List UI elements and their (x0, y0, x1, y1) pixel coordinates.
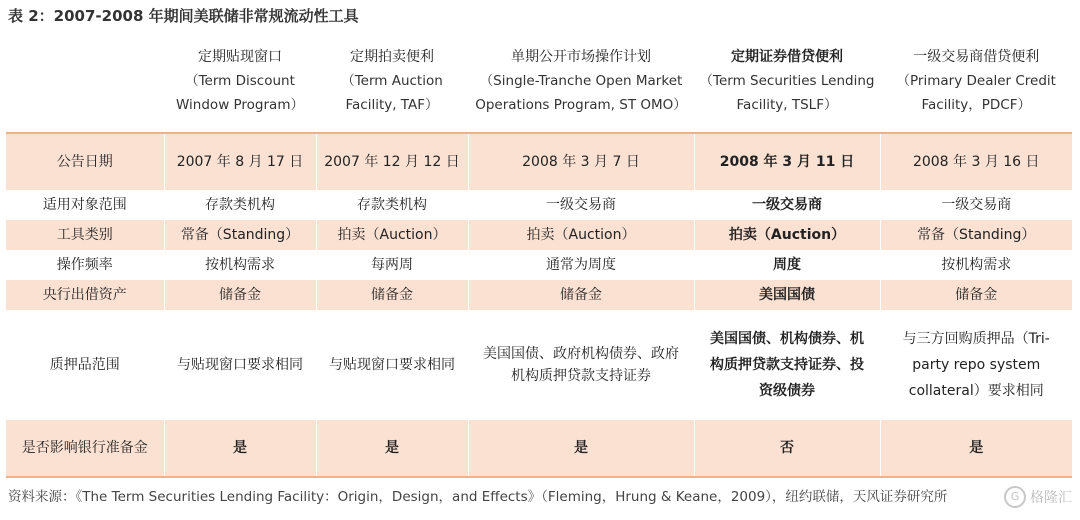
liquidity-tools-table (6, 30, 1072, 478)
table-cell: 存款类机构 (164, 190, 316, 220)
table-cell: 美国国债 (694, 280, 880, 310)
table-cell: 是 (164, 420, 316, 477)
col-header-pdcf (880, 30, 1072, 133)
row-label: 操作频率 (6, 250, 164, 280)
source-note: 资料来源：《The Term Securities Lending Facility：Origin，Design，and Effects》（Fleming，Hrung & Keane，2009），纽约联储，天风证券研究所 (8, 489, 948, 505)
table-title: 表 2：2007-2008 年期间美联储非常规流动性工具 (8, 7, 359, 25)
table-cell: 2007 年 8 月 17 日 (164, 133, 316, 190)
table-cell: 一级交易商 (468, 190, 694, 220)
table-cell: 与贴现窗口要求相同 (164, 310, 316, 420)
table-row-tool-type (6, 220, 1072, 250)
col-header-cn: 定期证券借贷便利 (731, 49, 843, 65)
col-header-tslf (694, 30, 880, 133)
col-header-en: （Term Auction Facility, TAF） (341, 73, 443, 113)
table-cell: 否 (694, 420, 880, 477)
table-cell: 2007 年 12 月 12 日 (316, 133, 468, 190)
col-header-taf (316, 30, 468, 133)
table-cell: 美国国债、政府机构债券、政府机构质押贷款支持证券 (468, 310, 694, 420)
header-corner (6, 30, 164, 133)
table-cell: 是 (880, 420, 1072, 477)
col-header-en: （Primary Dealer Credit Facility，PDCF） (896, 73, 1056, 113)
table-cell: 与三方回购质押品（Tri-party repo system collateral）要求相同 (880, 310, 1072, 420)
col-header-stomo (468, 30, 694, 133)
table-cell: 2008 年 3 月 7 日 (468, 133, 694, 190)
table-row-lent-asset (6, 280, 1072, 310)
table-cell: 储备金 (468, 280, 694, 310)
table-cell: 常备（Standing） (880, 220, 1072, 250)
table-row-eligible (6, 190, 1072, 220)
row-label: 公告日期 (6, 133, 164, 190)
watermark-logo (1004, 484, 1072, 510)
table-cell: 储备金 (164, 280, 316, 310)
col-header-tdw (164, 30, 316, 133)
table-cell: 按机构需求 (880, 250, 1072, 280)
row-label: 央行出借资产 (6, 280, 164, 310)
row-label: 工具类别 (6, 220, 164, 250)
table-row-announce-date (6, 133, 1072, 190)
table-cell: 储备金 (880, 280, 1072, 310)
row-label: 质押品范围 (6, 310, 164, 420)
watermark-icon: G (1004, 486, 1026, 508)
table-cell: 一级交易商 (880, 190, 1072, 220)
table-cell: 周度 (694, 250, 880, 280)
table-cell: 存款类机构 (316, 190, 468, 220)
table-cell: 拍卖（Auction） (694, 220, 880, 250)
row-label: 是否影响银行准备金 (6, 420, 164, 477)
table-cell: 每两周 (316, 250, 468, 280)
row-label: 适用对象范围 (6, 190, 164, 220)
table-cell: 拍卖（Auction） (468, 220, 694, 250)
table-cell: 按机构需求 (164, 250, 316, 280)
table-cell: 一级交易商 (694, 190, 880, 220)
col-header-cn: 定期贴现窗口 (198, 49, 282, 65)
col-header-en: （Single-Tranche Open Market Operations Program, ST OMO） (475, 73, 687, 113)
col-header-cn: 定期拍卖便利 (350, 49, 434, 65)
table-cell: 与贴现窗口要求相同 (316, 310, 468, 420)
table-cell: 常备（Standing） (164, 220, 316, 250)
watermark-text: 格隆汇 (1030, 490, 1072, 506)
col-header-cn: 单期公开市场操作计划 (511, 49, 651, 65)
header-row (6, 30, 1072, 133)
table-cell: 2008 年 3 月 11 日 (694, 133, 880, 190)
table-cell: 拍卖（Auction） (316, 220, 468, 250)
table-cell: 是 (316, 420, 468, 477)
table-cell: 是 (468, 420, 694, 477)
col-header-en: （Term Securities Lending Facility, TSLF） (699, 73, 875, 113)
table-cell: 2008 年 3 月 16 日 (880, 133, 1072, 190)
col-header-en: （Term Discount Window Program） (176, 73, 304, 113)
table-row-reserves (6, 420, 1072, 477)
table-cell: 美国国债、机构债券、机构质押贷款支持证券、投资级债券 (694, 310, 880, 420)
table-cell: 储备金 (316, 280, 468, 310)
col-header-cn: 一级交易商借贷便利 (913, 49, 1040, 65)
table-cell: 通常为周度 (468, 250, 694, 280)
table-row-frequency (6, 250, 1072, 280)
table-row-collateral (6, 310, 1072, 420)
